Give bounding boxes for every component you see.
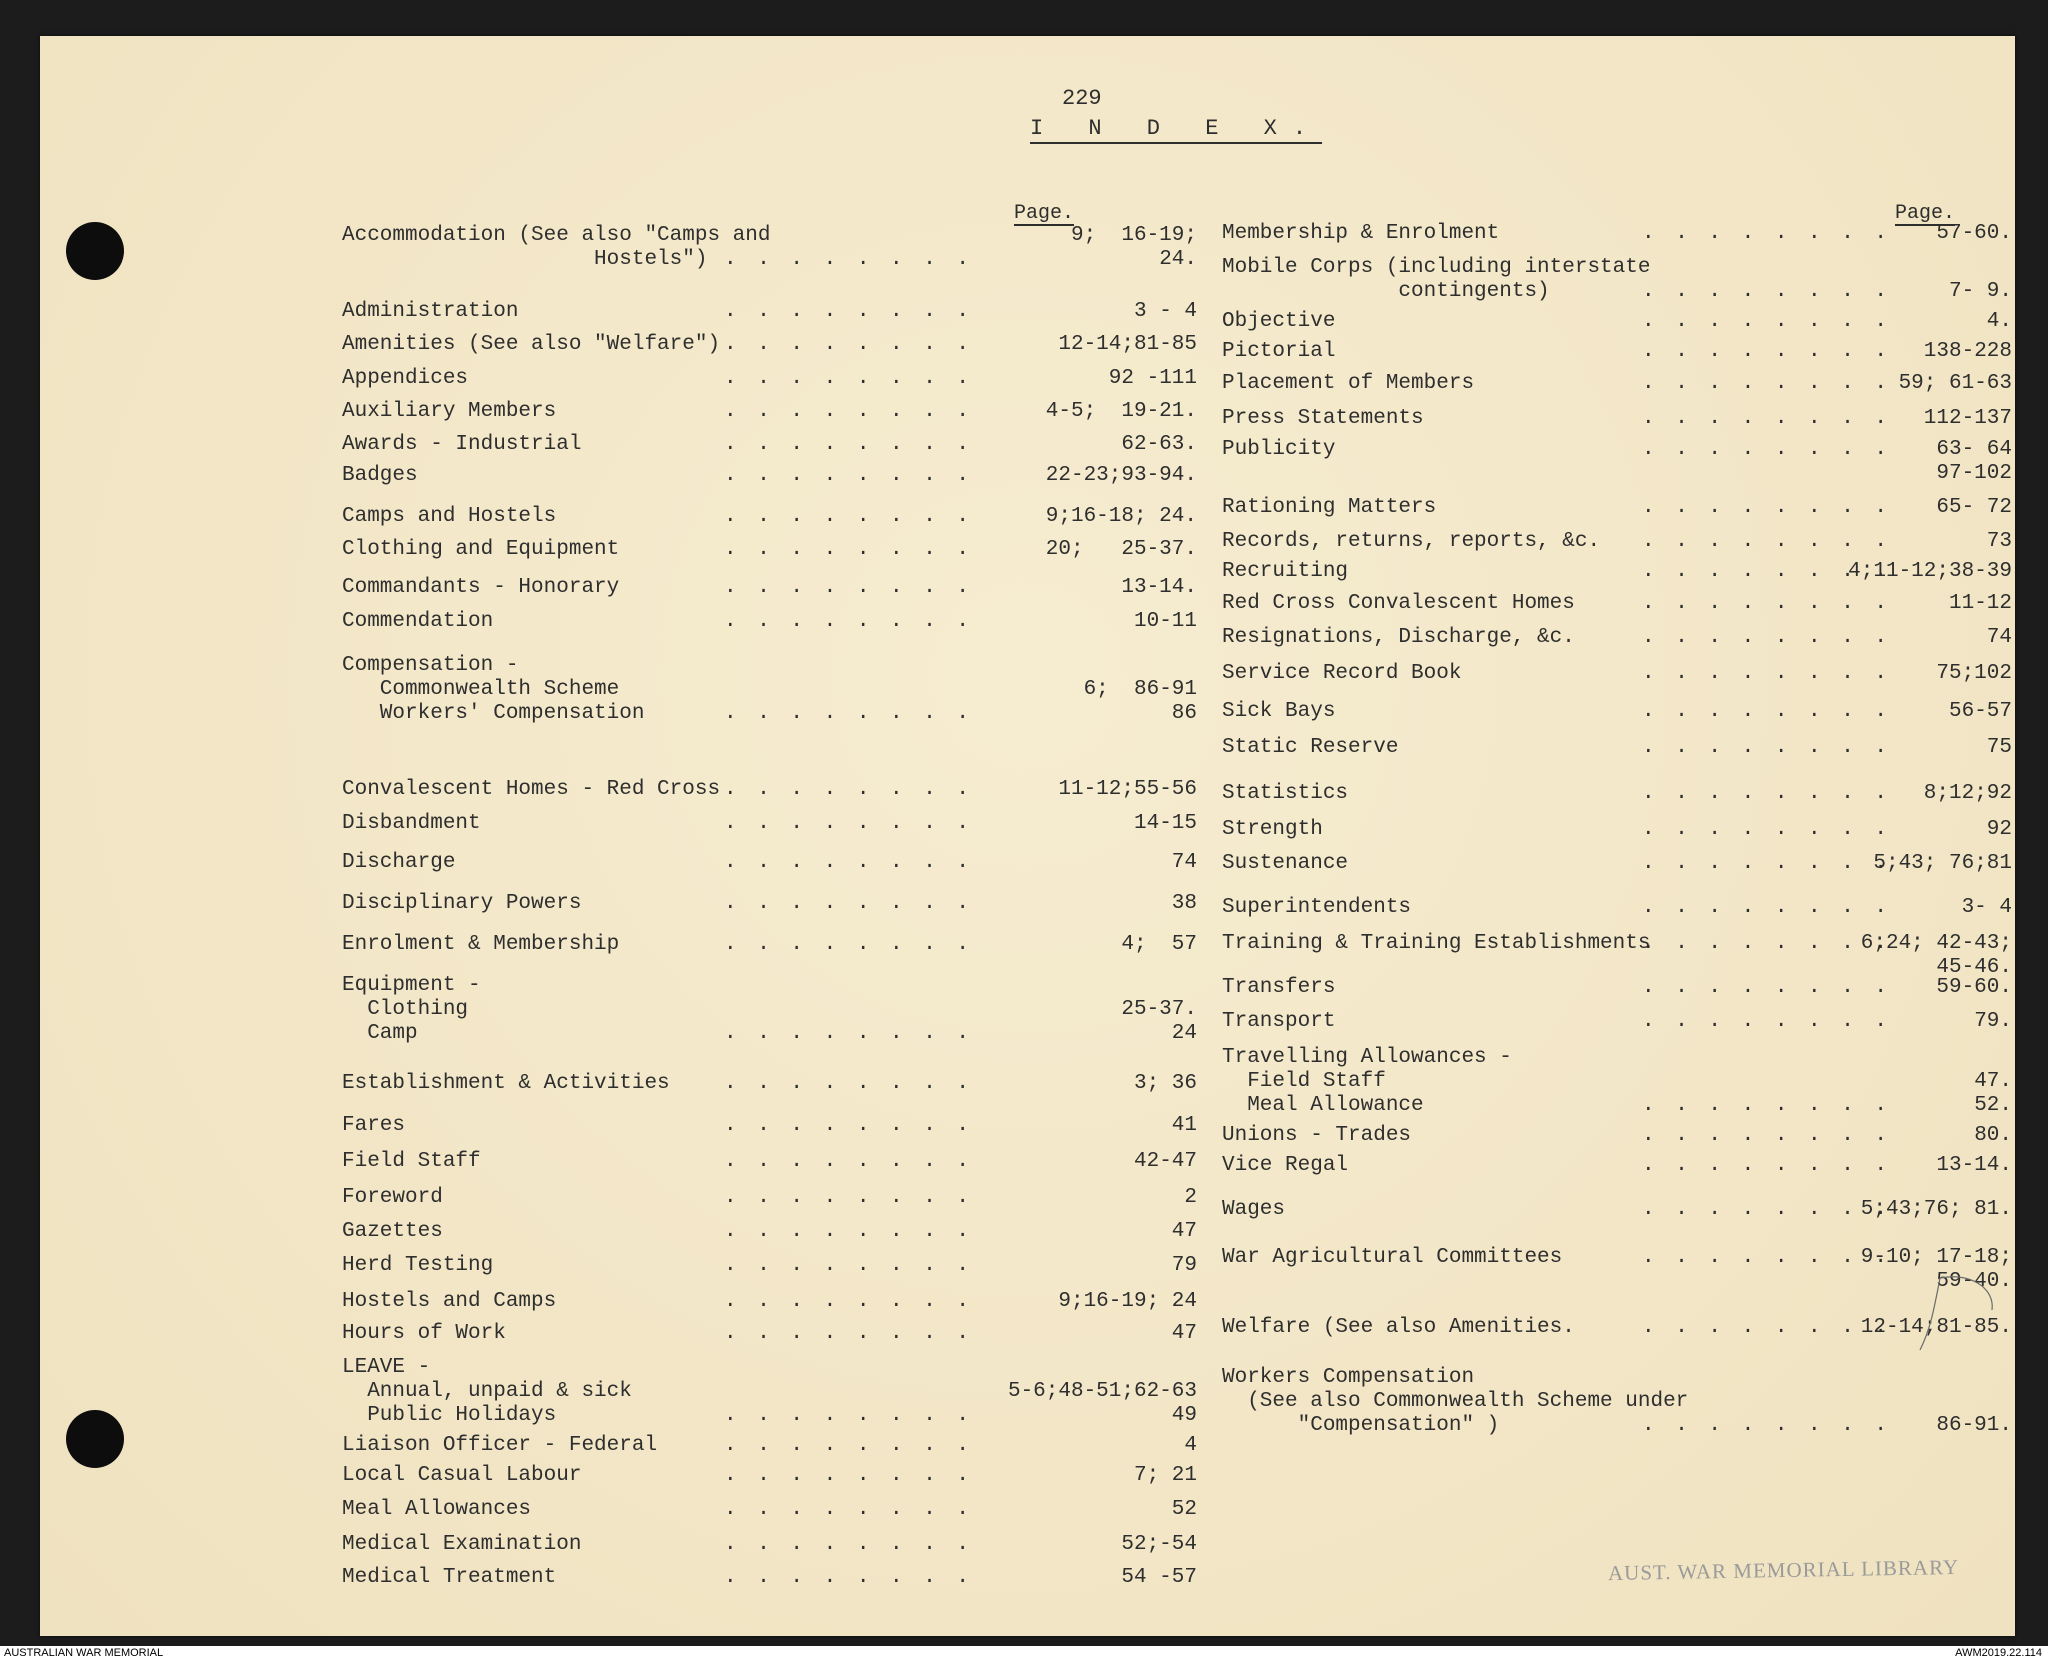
index-entry-pages: 11-12	[1948, 592, 2012, 615]
index-entry-term: Discharge	[342, 851, 456, 874]
leader-dots: . . . . . . . .	[724, 333, 974, 356]
leader-dots: . . . . . . . .	[724, 400, 974, 423]
index-entry-term: Herd Testing	[342, 1254, 494, 1277]
leader-dots: . . . . . . . .	[1642, 592, 1892, 615]
index-entry-term: Hostels and Camps	[342, 1290, 557, 1313]
index-entry-pages: 2	[1184, 1186, 1197, 1209]
index-entry	[1222, 1246, 2012, 1326]
index-entry-term: Disbandment	[342, 812, 481, 835]
index-entry-term: Sick Bays	[1222, 700, 1336, 723]
footer-accession: AWM2019.22.114	[1955, 1647, 2042, 1659]
index-entry-term: Gazettes	[342, 1220, 443, 1243]
index-entry-pages: 57-60.	[1936, 222, 2012, 245]
footer-bar	[0, 1646, 2048, 1662]
index-entry-pages: 6;24; 42-43; 45-46.	[1860, 932, 2012, 979]
leader-dots: . . . . . . . .	[724, 367, 974, 390]
leader-dots: . . . . . . . .	[1642, 818, 1892, 841]
index-entry-term: Clothing and Equipment	[342, 538, 620, 561]
leader-dots: . . . . . . . .	[1642, 662, 1892, 685]
index-entry-term: Hours of Work	[342, 1322, 506, 1345]
index-entry-term: Badges	[342, 464, 418, 487]
leader-dots: . . . . . . . .	[724, 1322, 974, 1345]
index-entry-pages: 62-63.	[1121, 433, 1197, 456]
index-entry	[1222, 1366, 2012, 1446]
leader-dots: . . . . . . . .	[724, 1498, 974, 1521]
index-entry-pages: 20; 25-37.	[1045, 538, 1197, 561]
index-entry-pages: 7- 9.	[1948, 280, 2012, 303]
leader-dots: . . . . . . . .	[1642, 1198, 1892, 1221]
leader-dots: . . . . . . . .	[1642, 976, 1892, 999]
leader-dots: . . . . . . . .	[1642, 1010, 1892, 1033]
index-entry-pages: 12-14;81-85.	[1860, 1316, 2012, 1339]
index-entry-term: Training & Training Establishments	[1222, 932, 1651, 955]
index-entry-term: Statistics	[1222, 782, 1349, 805]
index-entry-pages: 11-12;55-56	[1058, 778, 1197, 801]
leader-dots: . . . . . . . .	[724, 1434, 974, 1457]
index-entry-term: Strength	[1222, 818, 1323, 841]
leader-dots: . . . . . . . .	[724, 892, 974, 915]
index-entry-term: Liaison Officer - Federal	[342, 1434, 658, 1457]
index-entry-pages: 47. 52.	[1974, 1070, 2012, 1117]
index-entry-pages: 3 - 4	[1133, 300, 1197, 323]
index-entry-term: Placement of Members	[1222, 372, 1475, 395]
index-page	[40, 36, 2015, 1636]
index-entry-term: Mobile Corps (including interstate contingents)	[1222, 256, 1651, 303]
page-title: I N D E X.	[1030, 116, 1323, 141]
index-entry	[1222, 1046, 2012, 1126]
index-column-right	[1220, 36, 2015, 1636]
index-entry-term: Camps and Hostels	[342, 505, 557, 528]
footer-source: AUSTRALIAN WAR MEMORIAL	[4, 1647, 164, 1659]
index-entry-term: Amenities (See also "Welfare")	[342, 333, 721, 356]
leader-dots: . . . . . . . .	[724, 702, 974, 725]
index-entry	[342, 654, 1202, 734]
index-entry-term: Wages	[1222, 1198, 1286, 1221]
index-entry-pages: 4	[1184, 1434, 1197, 1457]
leader-dots: . . . . . . . .	[724, 778, 974, 801]
leader-dots: . . . . . . . .	[1642, 1094, 1892, 1117]
leader-dots: . . . . . . . .	[724, 1114, 974, 1137]
index-entry-pages: 25-37. 24	[1121, 998, 1197, 1045]
index-entry-term: Establishment & Activities	[342, 1072, 670, 1095]
index-entry-pages: 6; 86-91 86	[1083, 678, 1197, 725]
index-entry	[342, 1356, 1202, 1436]
leader-dots: . . . . . . . .	[1642, 626, 1892, 649]
index-entry-term: Pictorial	[1222, 340, 1336, 363]
library-stamp: AUST. WAR MEMORIAL LIBRARY	[1607, 1554, 1960, 1586]
index-entry-term: Appendices	[342, 367, 469, 390]
leader-dots: . . . . . . . .	[724, 1254, 974, 1277]
index-entry-pages: 10-11	[1133, 610, 1197, 633]
index-entry-term: Welfare (See also Amenities.	[1222, 1316, 1575, 1339]
leader-dots: . . . . . . . .	[724, 933, 974, 956]
index-entry-term: Local Casual Labour	[342, 1464, 582, 1487]
index-entry-pages: 5-6;48-51;62-63 49	[1007, 1380, 1197, 1427]
leader-dots: . . . . . . . .	[1642, 932, 1892, 955]
leader-dots: . . . . . . . .	[1642, 340, 1892, 363]
index-entry-term: Commendation	[342, 610, 494, 633]
index-entry-pages: 12-14;81-85	[1058, 333, 1197, 356]
index-entry-pages: 13-14.	[1936, 1154, 2012, 1177]
index-entry-pages: 14-15	[1133, 812, 1197, 835]
leader-dots: . . . . . . . .	[1642, 496, 1892, 519]
pencil-annotation	[1900, 1270, 2010, 1360]
leader-dots: . . . . . . . .	[724, 812, 974, 835]
index-entry-term: Medical Examination	[342, 1533, 582, 1556]
index-entry-term: Medical Treatment	[342, 1566, 557, 1589]
page-number: 229	[1062, 86, 1102, 111]
leader-dots: . . . . . . . .	[724, 1464, 974, 1487]
index-entry-term: Vice Regal	[1222, 1154, 1349, 1177]
index-entry-term: Convalescent Homes - Red Cross	[342, 778, 721, 801]
leader-dots: . . . . . . . .	[1642, 372, 1892, 395]
leader-dots: . . . . . . . .	[1642, 896, 1892, 919]
index-entry-pages: 63- 64 97-102	[1936, 438, 2012, 485]
index-entry-pages: 4;11-12;38-39	[1848, 560, 2012, 583]
index-entry-pages: 4; 57	[1121, 933, 1197, 956]
leader-dots: . . . . . . . .	[724, 1150, 974, 1173]
leader-dots: . . . . . . . .	[1642, 560, 1892, 583]
index-entry-term: Fares	[342, 1114, 406, 1137]
index-entry-pages: 138-228	[1923, 340, 2012, 363]
index-entry-term: Membership & Enrolment	[1222, 222, 1500, 245]
index-entry-term: Accommodation (See also "Camps and Hostels")	[342, 224, 771, 271]
index-entry-pages: 75;102	[1936, 662, 2012, 685]
index-entry-term: Foreword	[342, 1186, 443, 1209]
index-entry-term: Disciplinary Powers	[342, 892, 582, 915]
index-entry-pages: 73	[1986, 530, 2012, 553]
leader-dots: . . . . . . . .	[1642, 222, 1892, 245]
index-entry-pages: 52;-54	[1121, 1533, 1197, 1556]
index-entry-term: Meal Allowances	[342, 1498, 532, 1521]
leader-dots: . . . . . . . .	[1642, 280, 1892, 303]
index-entry-pages: 41	[1171, 1114, 1197, 1137]
index-entry-pages: 22-23;93-94.	[1045, 464, 1197, 487]
leader-dots: . . . . . . . .	[724, 464, 974, 487]
index-entry-term: Field Staff	[342, 1150, 481, 1173]
index-entry-pages: 75	[1986, 736, 2012, 759]
index-entry-term: Objective	[1222, 310, 1336, 333]
leader-dots: . . . . . . . .	[724, 300, 974, 323]
index-entry-pages: 86-91.	[1936, 1414, 2012, 1437]
index-entry-term: Workers Compensation (See also Commonwealth Scheme under "Compensation" )	[1222, 1366, 1689, 1437]
leader-dots: . . . . . . . .	[724, 433, 974, 456]
leader-dots: . . . . . . . .	[1642, 310, 1892, 333]
index-entry-pages: 4.	[1986, 310, 2012, 333]
index-entry	[342, 974, 1202, 1054]
index-entry-pages: 5;43; 76;81	[1873, 852, 2012, 875]
leader-dots: . . . . . . . .	[724, 1220, 974, 1243]
index-entry-pages: 79	[1171, 1254, 1197, 1277]
index-entry-term: Commandants - Honorary	[342, 576, 620, 599]
index-entry-term: Auxiliary Members	[342, 400, 557, 423]
leader-dots: . . . . . . . .	[724, 505, 974, 528]
leader-dots: . . . . . . . .	[1642, 1154, 1892, 1177]
index-entry-term: Press Statements	[1222, 407, 1424, 430]
page-column-heading-right: Page.	[1895, 202, 1956, 225]
index-entry-pages: 80.	[1974, 1124, 2012, 1147]
index-entry-pages: 9; 16-19; 24.	[1070, 224, 1197, 271]
leader-dots: . . . . . . . .	[724, 1022, 974, 1045]
index-entry-pages: 79.	[1974, 1010, 2012, 1033]
leader-dots: . . . . . . . .	[1642, 1316, 1892, 1339]
index-entry-term: Transfers	[1222, 976, 1336, 999]
index-entry-pages: 38	[1171, 892, 1197, 915]
leader-dots: . . . . . . . .	[724, 851, 974, 874]
index-entry-pages: 3; 36	[1133, 1072, 1197, 1095]
index-entry-pages: 59-60.	[1936, 976, 2012, 999]
index-entry-term: Recruiting	[1222, 560, 1349, 583]
leader-dots: . . . . . . . .	[1642, 700, 1892, 723]
index-entry-pages: 52	[1171, 1498, 1197, 1521]
index-entry-term: Publicity	[1222, 438, 1336, 461]
index-entry-pages: 42-47	[1133, 1150, 1197, 1173]
leader-dots: . . . . . . . .	[724, 1290, 974, 1313]
index-entry-term: Travelling Allowances - Field Staff Meal Allowance	[1222, 1046, 1512, 1117]
leader-dots: . . . . . . . .	[724, 538, 974, 561]
leader-dots: . . . . . . . .	[1642, 852, 1892, 875]
index-entry-term: Compensation - Commonwealth Scheme Workers' Compensation	[342, 654, 645, 725]
index-entry-term: LEAVE - Annual, unpaid & sick Public Holidays	[342, 1356, 632, 1427]
index-entry-pages: 13-14.	[1121, 576, 1197, 599]
leader-dots: . . . . . . . .	[724, 248, 974, 271]
index-entry-term: Rationing Matters	[1222, 496, 1437, 519]
index-entry-term: Resignations, Discharge, &c.	[1222, 626, 1575, 649]
index-entry-pages: 54 -57	[1121, 1566, 1197, 1589]
index-entry-term: Awards - Industrial	[342, 433, 582, 456]
index-entry-pages: 74	[1171, 851, 1197, 874]
index-entry-pages: 4-5; 19-21.	[1045, 400, 1197, 423]
index-entry-pages: 9-10; 17-18; 59-40.	[1860, 1246, 2012, 1293]
index-entry-pages: 92 -111	[1108, 367, 1197, 390]
leader-dots: . . . . . . . .	[1642, 407, 1892, 430]
index-entry-pages: 9;16-18; 24.	[1045, 505, 1197, 528]
index-entry-pages: 74	[1986, 626, 2012, 649]
leader-dots: . . . . . . . .	[724, 1404, 974, 1427]
leader-dots: . . . . . . . .	[1642, 438, 1892, 461]
leader-dots: . . . . . . . .	[724, 576, 974, 599]
index-entry-term: Static Reserve	[1222, 736, 1399, 759]
index-entry-pages: 47	[1171, 1322, 1197, 1345]
leader-dots: . . . . . . . .	[724, 1533, 974, 1556]
index-entry-term: Equipment - Clothing Camp	[342, 974, 481, 1045]
index-entry-term: Unions - Trades	[1222, 1124, 1412, 1147]
index-entry-pages: 47	[1171, 1220, 1197, 1243]
index-entry-pages: 92	[1986, 818, 2012, 841]
index-entry-pages: 8;12;92	[1923, 782, 2012, 805]
leader-dots: . . . . . . . .	[1642, 782, 1892, 805]
index-entry-term: Service Record Book	[1222, 662, 1462, 685]
leader-dots: . . . . . . . .	[724, 610, 974, 633]
leader-dots: . . . . . . . .	[1642, 736, 1892, 759]
leader-dots: . . . . . . . .	[1642, 1246, 1892, 1269]
leader-dots: . . . . . . . .	[1642, 530, 1892, 553]
leader-dots: . . . . . . . .	[724, 1072, 974, 1095]
index-entry-term: Red Cross Convalescent Homes	[1222, 592, 1575, 615]
index-entry	[342, 1566, 1202, 1646]
index-entry-term: Superintendents	[1222, 896, 1412, 919]
index-entry-pages: 56-57	[1948, 700, 2012, 723]
leader-dots: . . . . . . . .	[1642, 1124, 1892, 1147]
index-entry-pages: 5;43;76; 81.	[1860, 1198, 2012, 1221]
index-entry-pages: 7; 21	[1133, 1464, 1197, 1487]
index-entry-pages: 112-137	[1923, 407, 2012, 430]
leader-dots: . . . . . . . .	[724, 1566, 974, 1589]
index-entry-term: Transport	[1222, 1010, 1336, 1033]
index-column-left	[40, 36, 1220, 1636]
index-entry-term: Administration	[342, 300, 519, 323]
index-entry-pages: 65- 72	[1936, 496, 2012, 519]
index-entry-pages: 3- 4	[1961, 896, 2012, 919]
index-entry-pages: 9;16-19; 24	[1058, 1290, 1197, 1313]
index-entry-term: Records, returns, reports, &c.	[1222, 530, 1601, 553]
index-entry	[342, 224, 1202, 304]
index-entry-pages: 59; 61-63	[1898, 372, 2012, 395]
leader-dots: . . . . . . . .	[1642, 1414, 1892, 1437]
index-entry-term: War Agricultural Committees	[1222, 1246, 1563, 1269]
index-entry-term: Enrolment & Membership	[342, 933, 620, 956]
leader-dots: . . . . . . . .	[724, 1186, 974, 1209]
page-column-heading-left: Page.	[1014, 202, 1075, 225]
index-entry-term: Sustenance	[1222, 852, 1349, 875]
